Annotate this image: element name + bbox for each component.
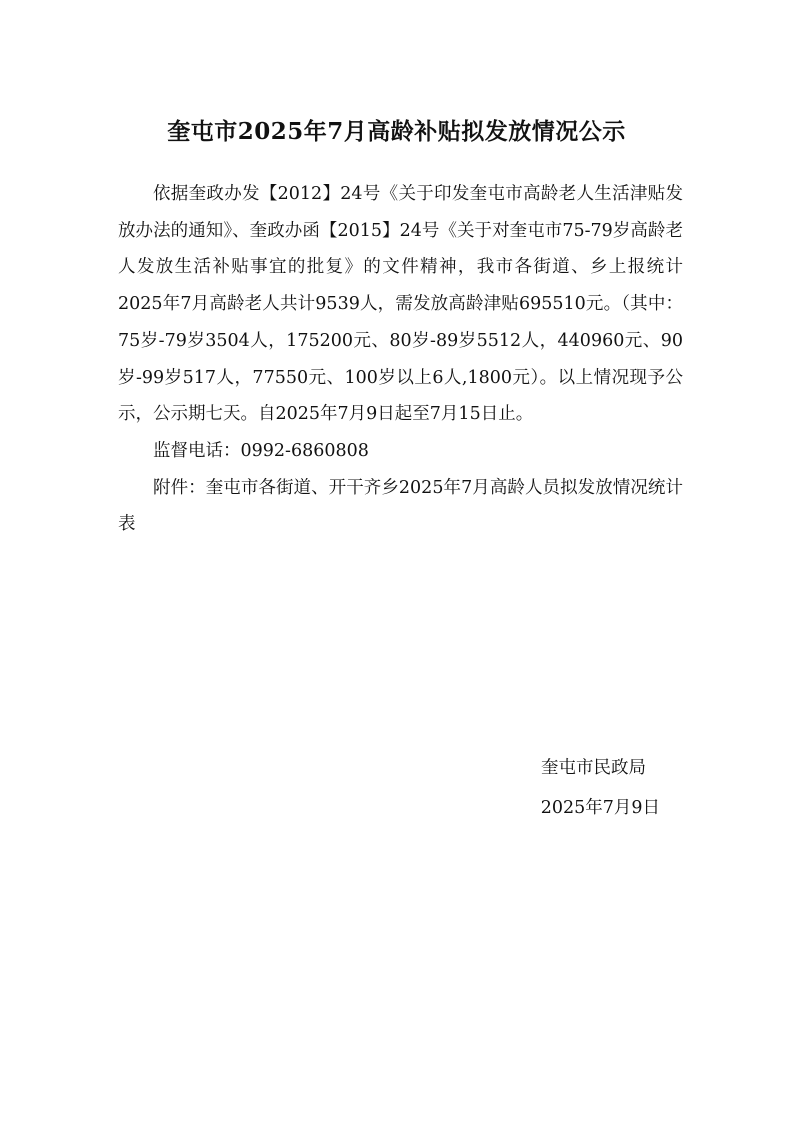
main-paragraph: 依据奎政办发【2012】24号《关于印发奎屯市高龄老人生活津贴发放办法的通知》、奎政办函【2015】24号《关于对奎屯市75-79岁高龄老人发放生活补贴事宜的批复》的文件精神，我市各街道、乡上报统计2025年7月高龄老人共计9539人，需发放高龄津贴695510元。（其中：75岁-79岁3504人，175200元、80岁-89岁5512人，440960元、90岁-99岁517人，77550元、100岁以上6人,1800元）。以上情况现予公示，公示期七天。自2025年7月9日起至7月15日止。: [118, 184, 683, 425]
page-title: 奎屯市2025年7月高龄补贴拟发放情况公示: [167, 118, 626, 146]
signature-block: [541, 748, 660, 828]
document-body: [118, 176, 683, 543]
signature-organization: 奎屯市民政局: [541, 758, 646, 778]
signature-date: 2025年7月9日: [540, 798, 660, 818]
hotline-paragraph: 监督电话：0992-6860808: [153, 440, 369, 461]
attachment-paragraph: 附件：奎屯市各街道、开干齐乡2025年7月高龄人员拟发放情况统计表: [118, 477, 683, 535]
